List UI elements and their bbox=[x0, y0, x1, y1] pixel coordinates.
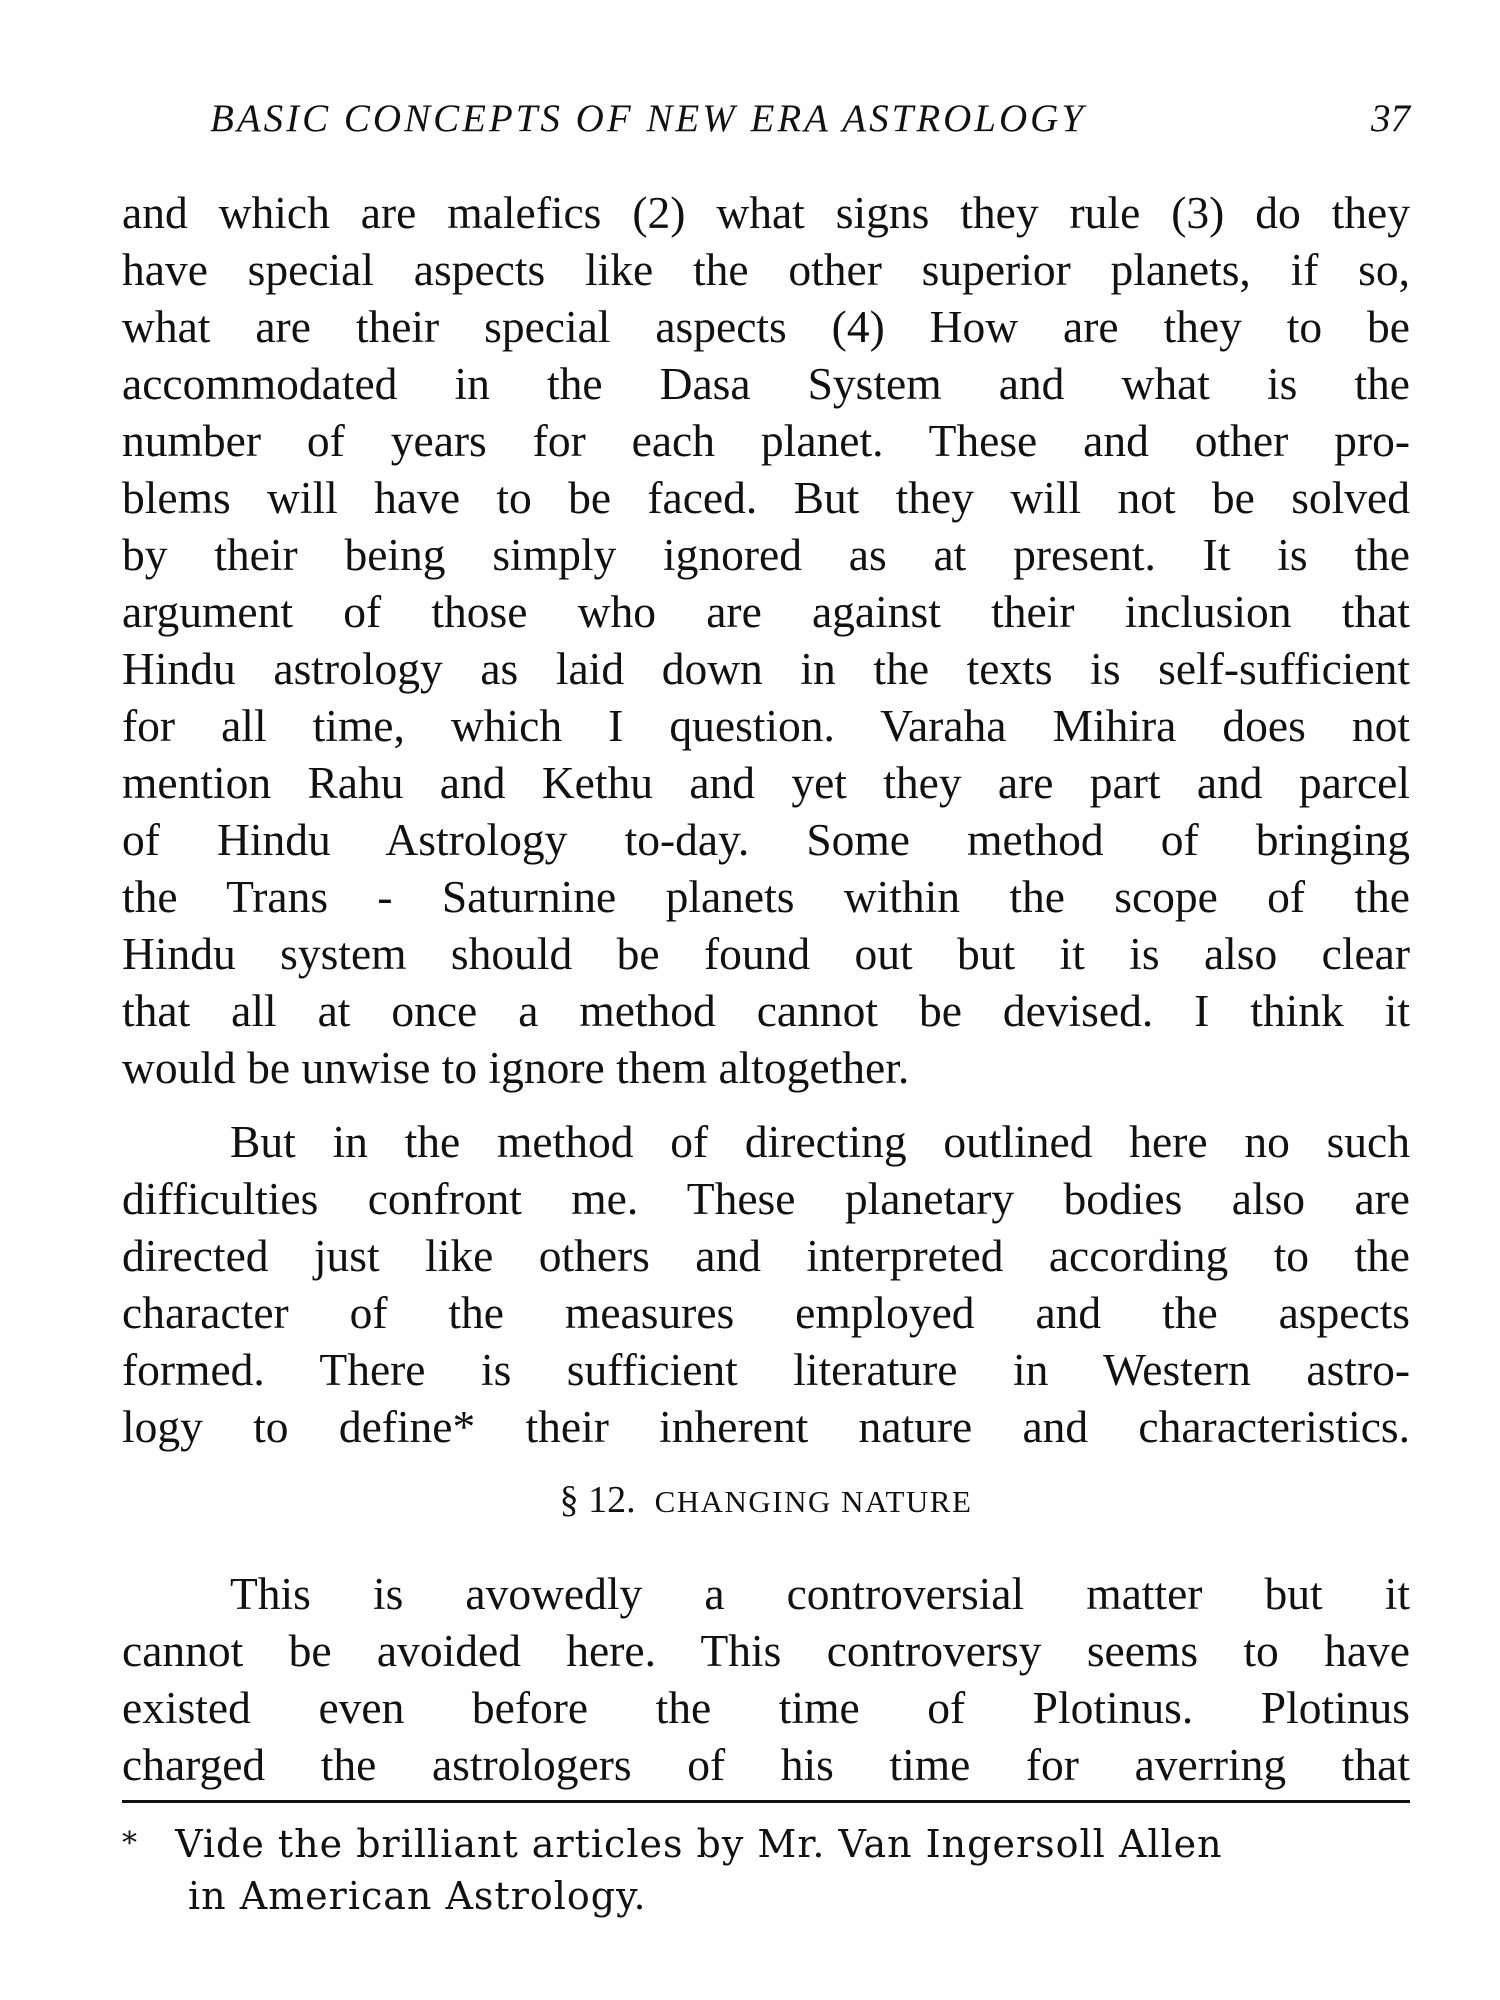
text-line: blems will have to be faced. But they will not be solved bbox=[122, 472, 1410, 523]
paragraph-1 bbox=[122, 184, 1410, 1096]
text-line: But in the method of directing outlined here no such bbox=[230, 1116, 1410, 1167]
text-line: charged the astrologers of his time for averring that bbox=[122, 1739, 1410, 1790]
text-line: Hindu system should be found out but it is also clear bbox=[122, 928, 1410, 979]
text-line: This is avowedly a controversial matter but it bbox=[230, 1568, 1410, 1619]
text-line: Hindu astrology as laid down in the texts is self-sufficient bbox=[122, 643, 1410, 694]
running-title: BASIC CONCEPTS OF NEW ERA ASTROLOGY bbox=[210, 97, 1087, 140]
text-line: formed. There is sufficient literature in Western astro- bbox=[122, 1344, 1410, 1395]
text-line: the Trans - Saturnine planets within the scope of the bbox=[122, 871, 1410, 922]
footnote-marker: * bbox=[122, 1826, 138, 1861]
footnote-text-2: in American Astrology. bbox=[188, 1874, 647, 1918]
running-head bbox=[210, 96, 1410, 152]
text-line: cannot be avoided here. This controversy seems to have bbox=[122, 1625, 1410, 1676]
text-line: number of years for each planet. These and other pro- bbox=[122, 415, 1410, 466]
text-line: and which are malefics (2) what signs they rule (3) do they bbox=[122, 187, 1410, 238]
text-line: by their being simply ignored as at present. It is the bbox=[122, 529, 1410, 580]
text-line: have special aspects like the other superior planets, if so, bbox=[122, 244, 1410, 295]
text-line: what are their special aspects (4) How are they to be bbox=[122, 301, 1410, 352]
text-line: directed just like others and interpreted according to the bbox=[122, 1230, 1410, 1281]
section-title: CHANGING NATURE bbox=[654, 1484, 973, 1519]
paragraph-3 bbox=[122, 1565, 1410, 1793]
text-line: character of the measures employed and the aspects bbox=[122, 1287, 1410, 1338]
footnote bbox=[122, 1818, 1410, 1922]
text-line: that all at once a method cannot be devised. I think it bbox=[122, 985, 1410, 1036]
text-line: of Hindu Astrology to-day. Some method of bringing bbox=[122, 814, 1410, 865]
text-line: accommodated in the Dasa System and what is the bbox=[122, 358, 1410, 409]
footnote-line bbox=[122, 1818, 1410, 1870]
text-line: logy to define* their inherent nature and characteristics. bbox=[122, 1401, 1410, 1452]
footnote-divider bbox=[122, 1800, 1410, 1803]
footnote-text-1: Vide the brilliant articles by Mr. Van Ingersoll Allen bbox=[175, 1822, 1223, 1866]
text-line: mention Rahu and Kethu and yet they are part and parcel bbox=[122, 757, 1410, 808]
section-number: § 12. bbox=[559, 1479, 636, 1521]
text-line: would be unwise to ignore them altogether. bbox=[122, 1042, 910, 1093]
paragraph-2 bbox=[122, 1113, 1410, 1455]
page-number: 37 bbox=[1371, 97, 1410, 140]
text-line: difficulties confront me. These planetary bodies also are bbox=[122, 1173, 1410, 1224]
text-line: for all time, which I question. Varaha Mihira does not bbox=[122, 700, 1410, 751]
section-heading bbox=[122, 1478, 1410, 1522]
text-line: existed even before the time of Plotinus. Plotinus bbox=[122, 1682, 1410, 1733]
text-line: argument of those who are against their inclusion that bbox=[122, 586, 1410, 637]
